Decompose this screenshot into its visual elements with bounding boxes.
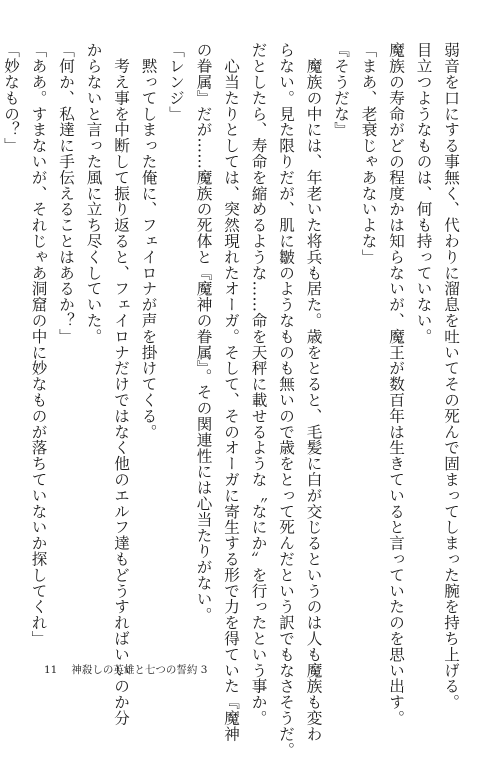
text-line: の眷属』だが……魔族の死体と『魔神の眷属』。その関連性には心当たりがない。 [194, 42, 213, 623]
text-line: からないと言った風に立ち尽くしていた。 [84, 42, 103, 345]
text-line: 目立つようなものは、何も持っていない。 [414, 42, 433, 345]
text-line: 「何か、私達に手伝えることはあるか？」 [57, 42, 75, 345]
page-footer [44, 662, 207, 677]
text-line: 「まあ、老衰じゃあないよな」 [359, 42, 378, 265]
text-line: 「ああ。すまないが、それじゃあ洞窟の中に妙なものが落ちていないか探してくれ」 [29, 42, 48, 647]
text-line: らない。見た限りだが、肌に皺のようなものも無いので歳をとって死んだという訳でもなさそうだ。 [277, 42, 295, 758]
text-line: 『そうだな』 [332, 42, 350, 138]
text-line: 魔族の寿命がどの程度かは知らないが、魔王が数百年は生きていると言っていたのを思い出す。 [387, 42, 405, 726]
text-line: 黙ってしまった俺に、フェイロナが声を掛けてくる。 [139, 42, 158, 440]
text-line: だとしたら、寿命を縮めるような……命を天秤に載せるような〝なにか〟を行ったという事か。 [249, 42, 268, 726]
page-number: 11 [44, 664, 58, 676]
text-line: 心当たりとしては、突然現れたオーガ。そして、そのオーガに寄生する形で力を得ていた『魔神 [222, 42, 240, 742]
text-line: 魔族の中には、年老いた将兵も居た。歳をとると、毛髪に白が交じるというのは人も魔族も変わ [304, 42, 323, 742]
text-line: 「レンジ」 [167, 42, 185, 122]
book-title: 神殺しの英雄と七つの誓約 3 [71, 664, 208, 676]
text-line: 考え事を中断して振り返ると、フェイロナだけではなく他のエルフ達もどうすればいいのか分 [112, 42, 130, 726]
text-line: 「妙なもの？」 [2, 42, 20, 154]
text-line: 弱音を口にする事無く、代わりに溜息を吐いてその死んで固まってしまった腕を持ち上げる。 [442, 42, 460, 710]
